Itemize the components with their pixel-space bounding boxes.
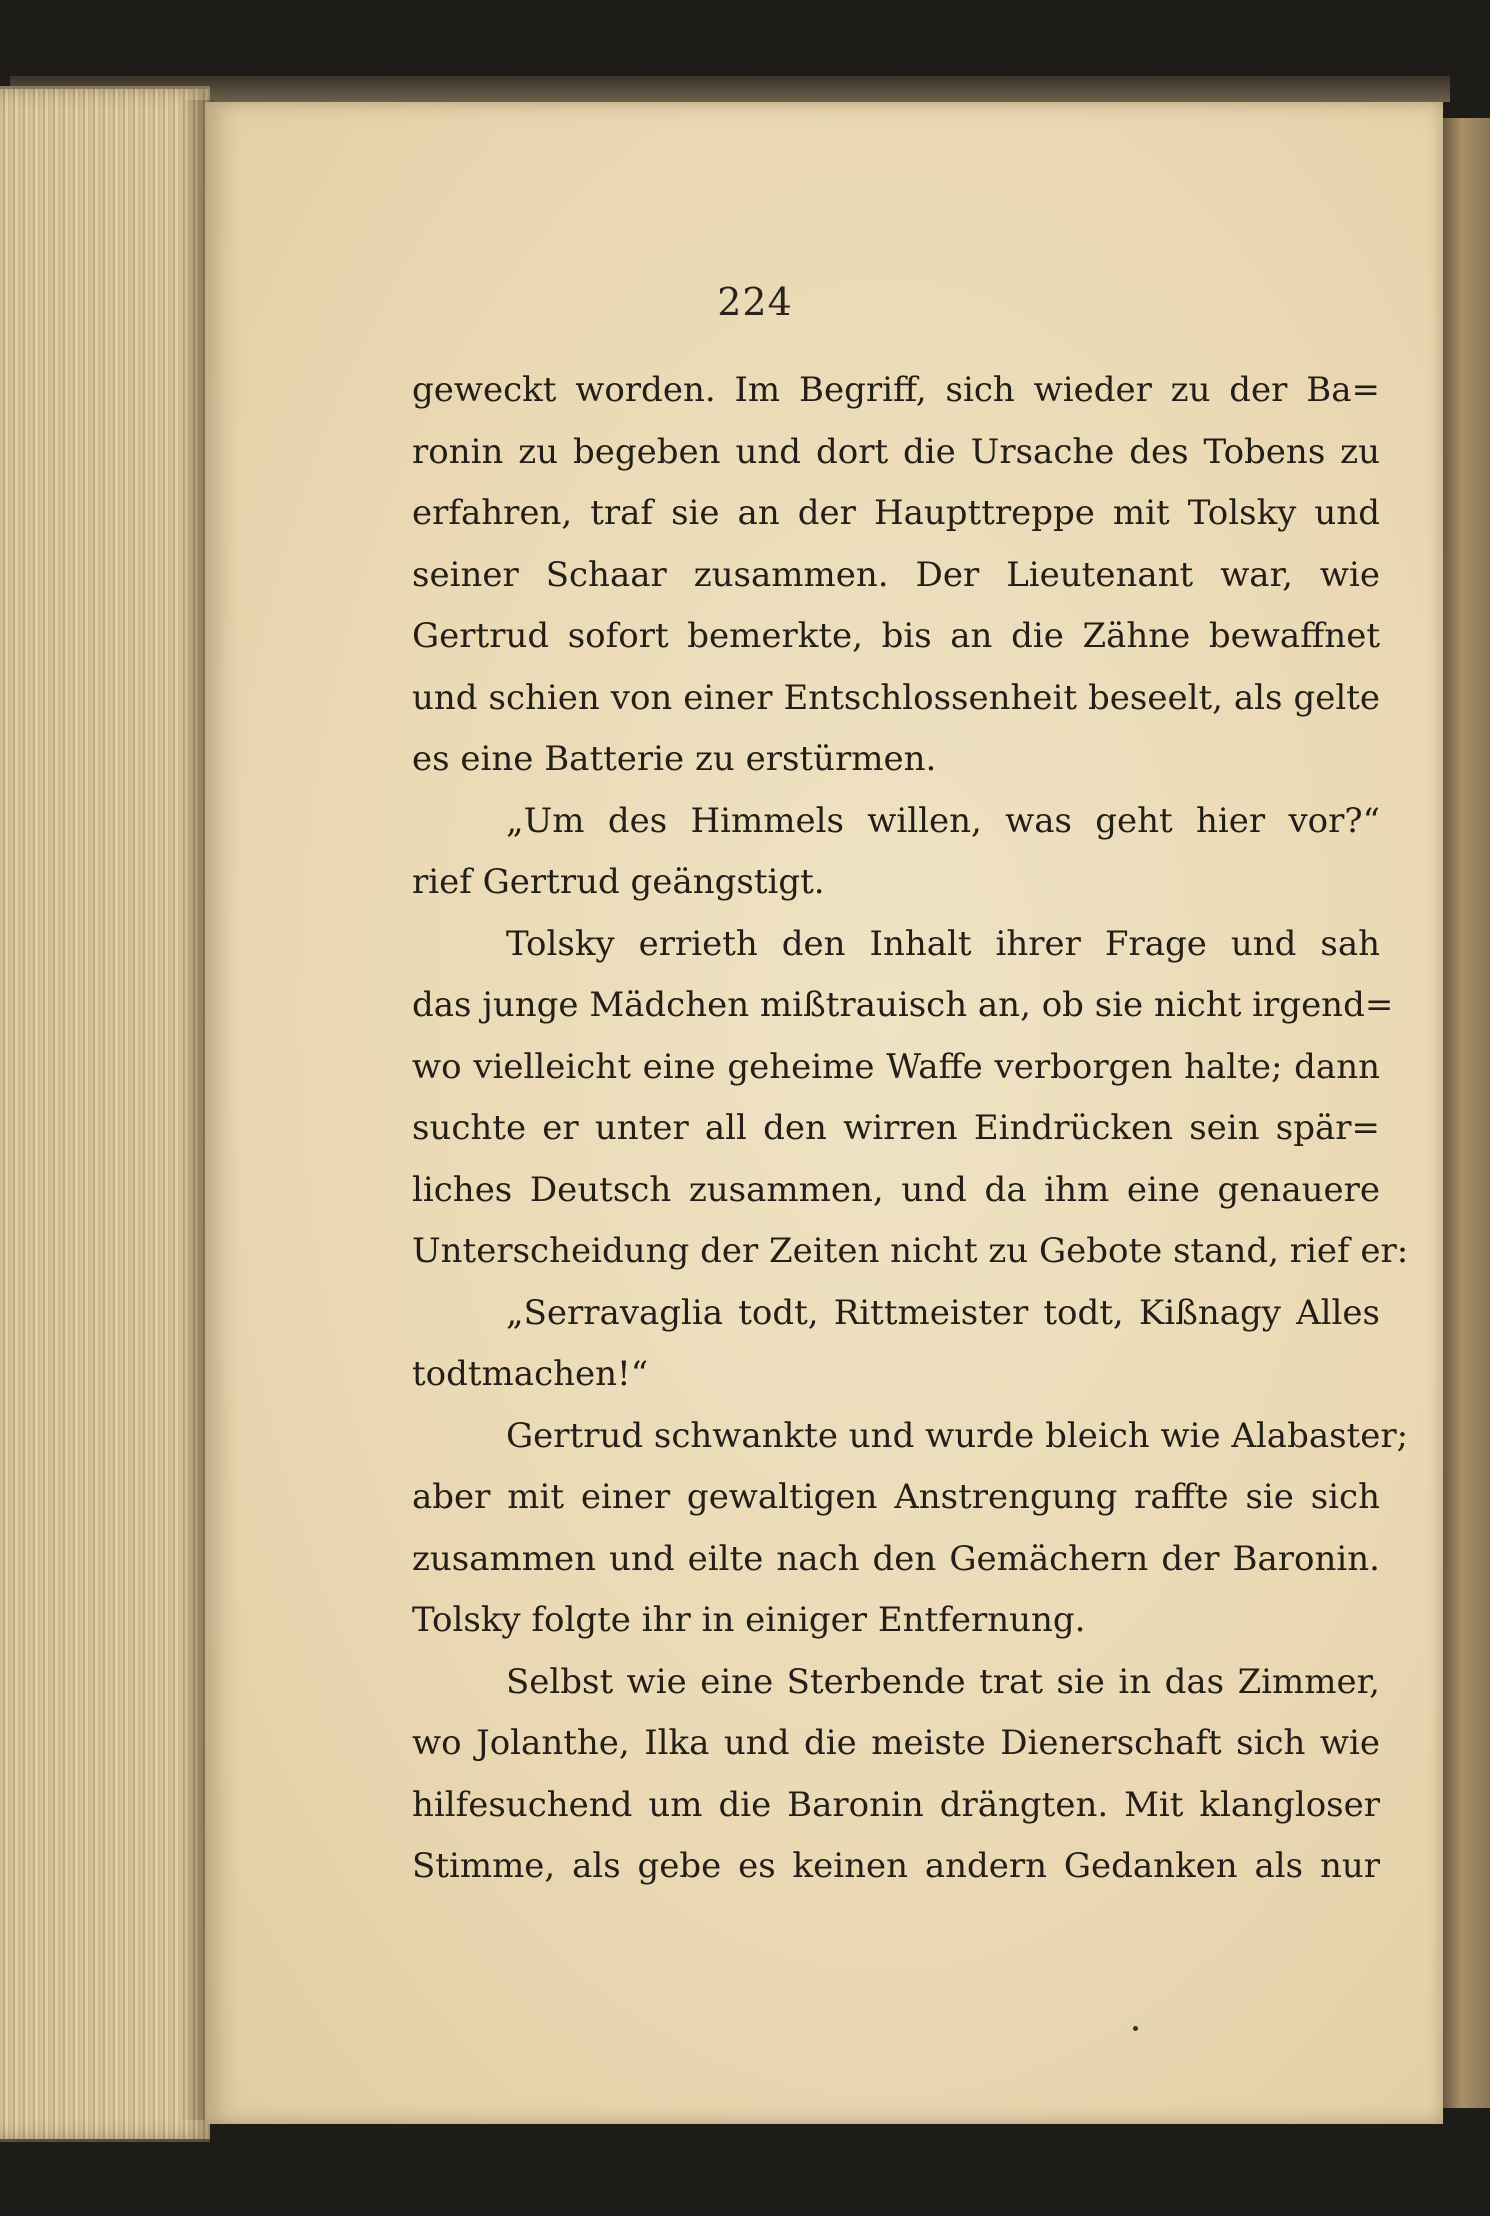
- text-line: zusammen und eilte nach den Gemächern der Baronin.: [412, 1538, 1380, 1579]
- text-line: „Um des Himmels willen, was geht hier vor?“: [506, 800, 1380, 841]
- text-line: und schien von einer Entschlossenheit beseelt, als gelte: [412, 677, 1380, 718]
- text-line: suchte er unter all den wirren Eindrücken sein spär=: [412, 1108, 1380, 1148]
- text-line: Unterscheidung der Zeiten nicht zu Gebote stand, rief er:: [412, 1231, 1409, 1271]
- ink-speck: [1133, 2026, 1138, 2031]
- text-line: Gertrud schwankte und wurde bleich wie Alabaster;: [506, 1415, 1409, 1456]
- text-line: liches Deutsch zusammen, und da ihm eine genauere: [412, 1169, 1380, 1210]
- text-line: wo Jolanthe, Ilka und die meiste Dienerschaft sich wie: [412, 1723, 1380, 1763]
- text-line: todtmachen!“: [412, 1354, 649, 1394]
- text-line: es eine Batterie zu erstürmen.: [412, 739, 937, 779]
- text-line: Stimme, als gebe es keinen andern Gedanken als nur: [412, 1846, 1380, 1886]
- body-text: [412, 360, 1409, 1898]
- text-line: „Serravaglia todt, Rittmeister todt, Kißnagy Alles: [506, 1292, 1380, 1333]
- text-line: Tolsky folgte ihr in einiger Entfernung.: [412, 1600, 1086, 1640]
- text-line: erfahren, traf sie an der Haupttreppe mit Tolsky und: [412, 493, 1380, 533]
- book-top-edge: [10, 76, 1450, 102]
- text-line: ronin zu begeben und dort die Ursache des Tobens zu: [412, 431, 1380, 472]
- text-line: geweckt worden. Im Begriff, sich wieder zu der Ba=: [412, 370, 1380, 410]
- page-number: 224: [717, 280, 793, 324]
- text-line: rief Gertrud geängstigt.: [412, 862, 825, 902]
- text-line: hilfesuchend um die Baronin drängten. Mit klangloser: [412, 1784, 1380, 1825]
- text-line: Tolsky errieth den Inhalt ihrer Frage und sah: [506, 923, 1380, 964]
- page-edges-stack: [0, 86, 210, 2142]
- text-line: seiner Schaar zusammen. Der Lieutenant war, wie: [412, 554, 1380, 595]
- text-line: Gertrud sofort bemerkte, bis an die Zähne bewaffnet: [412, 616, 1380, 656]
- text-line: das junge Mädchen mißtrauisch an, ob sie nicht irgend=: [412, 985, 1394, 1025]
- text-line: Selbst wie eine Sterbende trat sie in das Zimmer,: [506, 1661, 1380, 1702]
- facing-page-edge: [1443, 118, 1490, 2108]
- text-line: aber mit einer gewaltigen Anstrengung raffte sie sich: [412, 1477, 1380, 1517]
- text-line: wo vielleicht eine geheime Waffe verborgen halte; dann: [412, 1046, 1380, 1087]
